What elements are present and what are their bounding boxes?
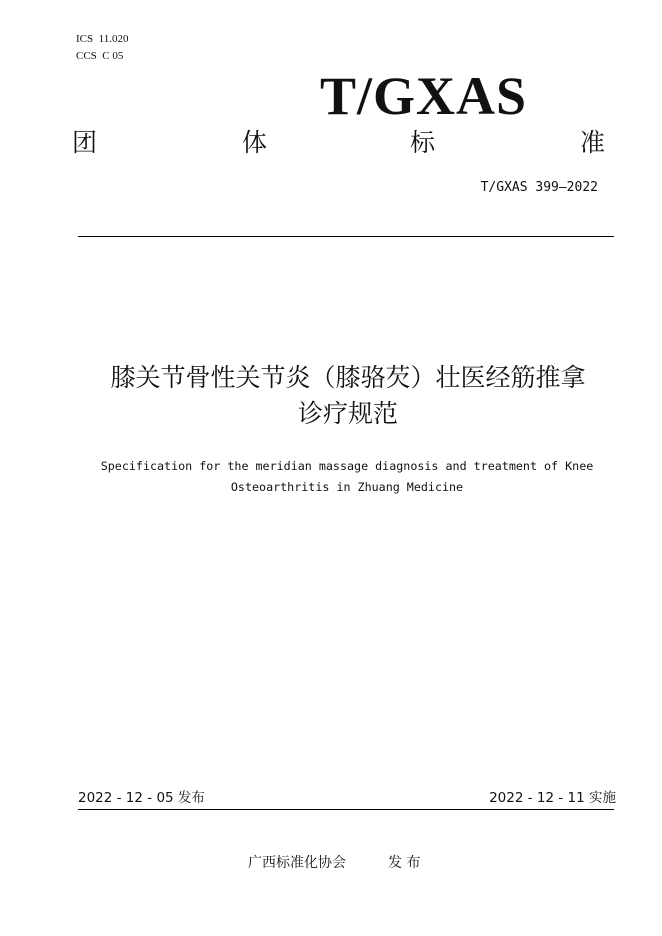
footer-divider [78, 809, 614, 810]
english-title [60, 456, 634, 498]
implementation-date: 2022 - 12 - 11 实施 [489, 790, 616, 806]
standard-type-label [72, 128, 612, 160]
chinese-title-line: 膝关节骨性关节炎（膝骆芡）壮医经筋推拿 [110, 363, 586, 392]
publish-label: 发 布 [388, 855, 421, 871]
english-title-line: Osteoarthritis in Zhuang Medicine [230, 480, 464, 494]
chinese-title-line: 诊疗规范 [297, 399, 398, 428]
standard-type-char: 团 [72, 128, 98, 157]
publisher-name: 广西标准化协会 [248, 855, 346, 871]
ics-code: ICS 11.020 [76, 33, 129, 45]
standard-type-char: 标 [410, 128, 436, 157]
standard-type-char: 体 [242, 128, 268, 157]
standard-number: T/GXAS 399—2022 [480, 180, 598, 195]
chinese-title [60, 360, 636, 432]
standard-type-char: 准 [580, 128, 606, 157]
ccs-code: CCS C 05 [76, 50, 124, 62]
english-title-line: Specification for the meridian massage diagnosis and treatment of Knee [100, 459, 594, 473]
organization-code: T/GXAS [320, 66, 528, 126]
issue-date: 2022 - 12 - 05 发布 [78, 790, 205, 806]
header-divider [78, 236, 614, 237]
